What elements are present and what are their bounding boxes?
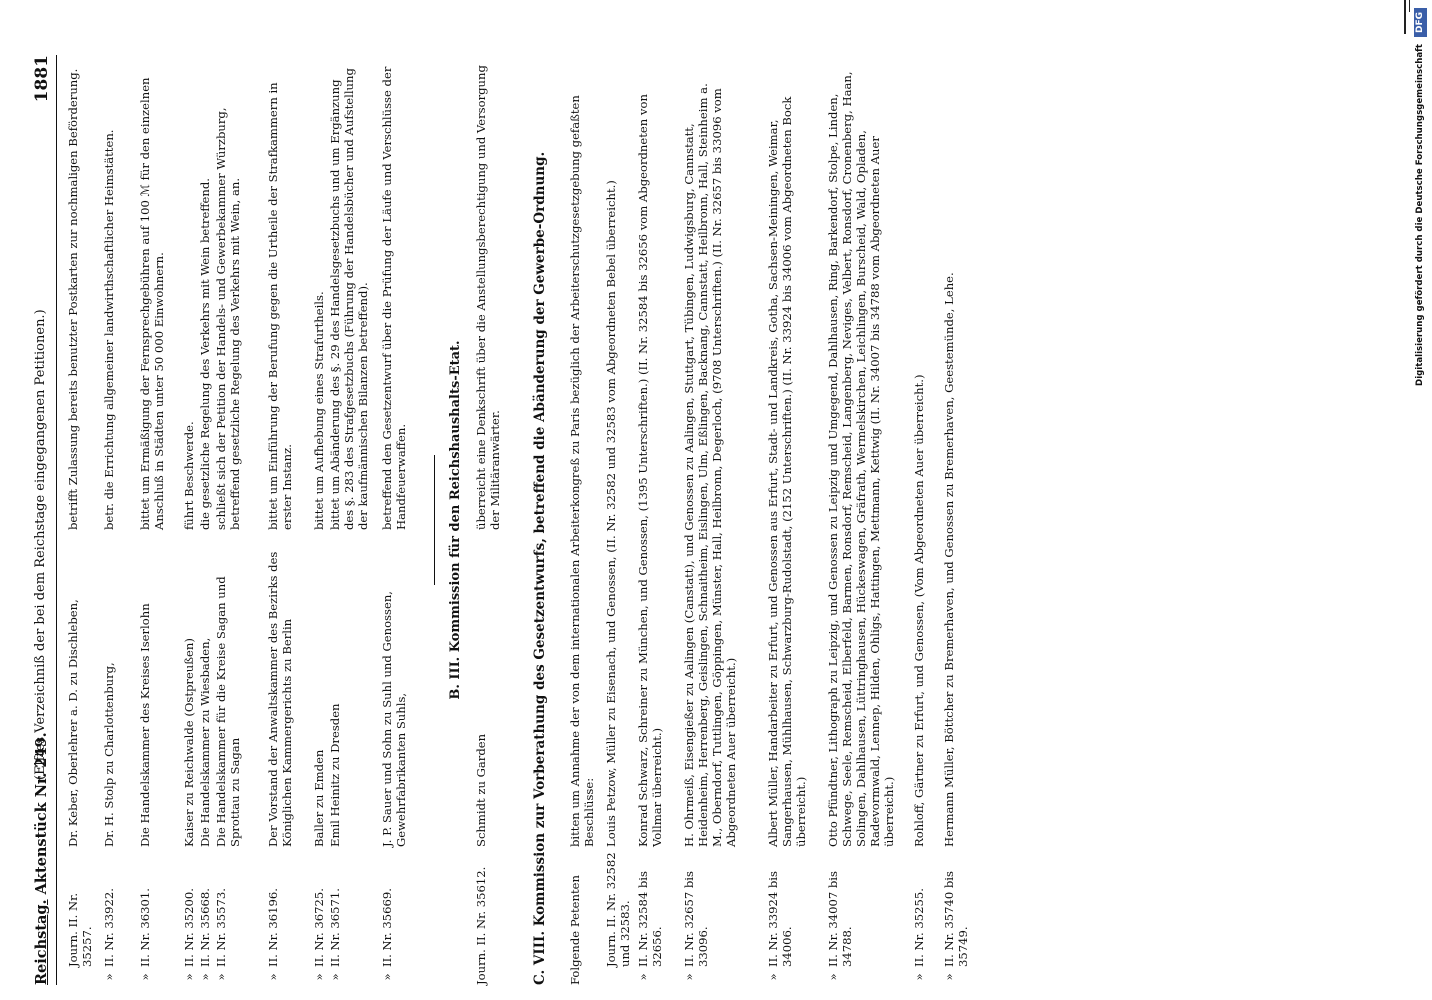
intro-request: bitten um Annahme der von dem internationalen Arbeiterkongreß zu Paris bezüglich der Arbeiterschutzgesetzgebung gefaßten Beschlüsse: xyxy=(568,95,596,847)
journal-number: II. Nr. 35668. xyxy=(198,888,212,967)
journal-number: II. Nr. 36571. xyxy=(328,888,342,967)
scan-edge-mark xyxy=(1409,0,1410,12)
running-head-middle: (Elftes Verzeichniß der bei dem Reichstage eingegangenen Petitionen.) xyxy=(33,309,48,780)
petitioner: Baller zu Emden xyxy=(312,749,326,847)
digitization-note: Digitalisierung gefördert durch die Deutsche Forschungsgemeinschaft xyxy=(1415,44,1425,386)
petition-subject: bittet um Aufhebung eines Strafurtheils. xyxy=(312,291,326,530)
petition-subject: betreffend den Gesetzentwurf über die Prüfung der Läufe und Verschlüsse der Handfeuerwaffen. xyxy=(380,66,408,530)
journal-number: II. Nr. 35255. xyxy=(912,888,926,967)
petition-subject: betrifft Zulassung bereits benutzter Postkarten zur nochmaligen Beförderung. xyxy=(66,68,80,530)
journal-number: II. Nr. 35669. xyxy=(380,888,394,967)
ditto-mark: » xyxy=(826,973,840,981)
petition-text: Albert Müller, Handarbeiter zu Erfurt, und Genossen aus Erfurt, Stadt- und Landkreis, Gotha, Sachsen-Meiningen, Weimar, Sangerhausen, Mühlhausen, Schwarzburg-Rudolstadt, (2152 Unterschriften.) (II. Nr. 33924 bis 34006 vom Abgeordneten Bock überreicht.) xyxy=(766,96,808,847)
section-divider xyxy=(434,455,435,585)
journal-number: II. Nr. 36196. xyxy=(266,888,280,967)
running-head-year: 1881 xyxy=(32,55,52,103)
section-c-heading: C. VIII. Kommission zur Vorberathung des Gesetzentwurfs, betreffend die Abänderung der Gewerbe-Ordnung. xyxy=(532,151,548,985)
journal-number: II. Nr. 35740 bis 35749. xyxy=(942,871,970,967)
petitioner: Die Handelskammer zu Wiesbaden, xyxy=(198,637,212,847)
journal-number: Journ. II. Nr. 32582 und 32583. xyxy=(604,852,632,967)
petition-subject: bittet um Einführung der Berufung gegen die Urtheile der Strafkammern in erster Instanz. xyxy=(266,82,294,530)
petitioner: J. P. Sauer und Sohn zu Suhl und Genossen, Gewehrfabrikanten Suhls, xyxy=(380,591,408,847)
petition-subject: führt Beschwerde. xyxy=(182,421,196,530)
digitization-footer xyxy=(1411,8,1429,992)
intro-petenten: Folgende Petenten xyxy=(568,875,582,985)
petition-subject: bittet um Abänderung des §. 29 des Handelsgesetzbuchs und um Ergänzung des §. 283 des Strafgesetzbuchs (Führung der Handelsbücher und Aufstellung der kaufmännischen Bilanzen betreffend). xyxy=(328,68,370,530)
petitioner: Die Handelskammer für die Kreise Sagan und Sprottau zu Sagan xyxy=(214,576,242,847)
ditto-mark: » xyxy=(766,973,780,981)
journal-number: II. Nr. 34007 bis 34788. xyxy=(826,871,854,967)
petition-text: Konrad Schwarz, Schreiner zu München, und Genossen, (1395 Unterschriften.) (II. Nr. 32584 bis 32656 vom Abgeordneten von Vollmar überreicht.) xyxy=(636,94,664,847)
petitioner: Die Handelskammer des Kreises Iserlohn xyxy=(138,603,152,847)
scan-edge-mark xyxy=(1404,0,1406,34)
petitioner: Dr. Keber, Oberlehrer a. D. zu Dischleben, xyxy=(66,599,80,847)
petition-subject: betr. die Errichtung allgemeiner landwirthschaftlicher Heimstätten. xyxy=(102,129,116,530)
petition-text: Otto Pfündtner, Lithograph zu Leipzig, und Genossen zu Leipzig und Umgegend, Dahlhausen, Ring, Barkendorf, Stolpe, Linden, Schwege, Seele, Remscheid, Elberfeld, Barmen, Ronsdorf, Remscheid, Langenberg, Neviges, Velbert, Ronsdorf, Cronenberg, Haan, Solingen, Dahlhausen, Lüttringhausen, Hückeswagen, Gräfrath, Wermelskirchen, Leichlingen, Burscheid, Wald, Opladen, Radevormwald, Lennep, Hilden, Ohligs, Hattingen, Mettmann, Kettwig (II. Nr. 34007 bis 34788 vom Abgeordneten Auer überreicht.) xyxy=(826,71,896,847)
ditto-mark: » xyxy=(198,973,212,981)
ditto-mark: » xyxy=(328,973,342,981)
digitization-text-row xyxy=(1411,8,1429,992)
ditto-mark: » xyxy=(266,973,280,981)
journal-number: II. Nr. 36301. xyxy=(138,888,152,967)
petition-text: Hermann Müller, Böttcher zu Bremerhaven, und Genossen zu Bremerhaven, Geestemünde, Lehe. xyxy=(942,272,956,847)
ditto-mark: » xyxy=(214,973,228,981)
petition-text: Rohloff, Gärtner zu Erfurt, und Genossen, (Vom Abgeordneten Auer überreicht.) xyxy=(912,374,926,847)
petition-subject: schließt sich der Petition der Handels- und Gewerbekammer Würzburg, betreffend gesetzliche Regelung des Verkehrs mit Wein, an. xyxy=(214,107,242,530)
running-head-aktenstueck: Aktenstück Nr. 249. xyxy=(33,732,50,895)
petition-text: H. Ohrmeiß, Eisengießer zu Aalingen (Canstatt), und Genossen zu Aalingen, Stuttgart, Tübingen, Ludwigsburg, Cannstatt, Heidenheim, Herrenberg, Geislingen, Schnaitheim, Eislingen, Ulm, Eßlingen, Backnang, Cannstatt, Heilbronn, Hall, Steinheim a. M., Oberndorf, Tuttlingen, Göppingen, Münster, Hall, Heilbronn, Degerloch, (9708 Unterschriften.) (II. Nr. 32657 bis 33096 vom Abgeordneten Auer überreicht.) xyxy=(682,83,738,847)
petition-text: Louis Petzow, Müller zu Eisenach, und Genossen, (II. Nr. 32582 und 32583 vom Abgeordneten Bebel überreicht.) xyxy=(604,180,618,847)
scanned-page xyxy=(30,55,1402,985)
petition-subject: überreicht eine Denkschrift über die Anstellungsberechtigung und Versorgung der Militäranwärter. xyxy=(474,65,502,530)
petitioner: Dr. H. Stolp zu Charlottenburg, xyxy=(102,662,116,847)
petitioner: Schmidt zu Garden xyxy=(474,733,488,847)
journal-number: II. Nr. 33924 bis 34006. xyxy=(766,871,794,967)
ditto-mark: » xyxy=(636,973,650,981)
ditto-mark: » xyxy=(380,973,394,981)
ditto-mark: » xyxy=(912,973,926,981)
petitioner: Der Vorstand der Anwaltskammer des Bezirks des Königlichen Kammergerichts zu Berlin xyxy=(266,551,294,847)
journal-number: Journ. II. Nr. 35257. xyxy=(66,892,94,967)
journal-number: II. Nr. 35200. xyxy=(182,888,196,967)
running-head-reichstag: Reichstag. xyxy=(33,899,50,985)
petition-subject: die gesetzliche Regelung des Verkehrs mit Wein betreffend. xyxy=(198,178,212,530)
ditto-mark: » xyxy=(138,973,152,981)
running-head xyxy=(30,55,57,985)
ditto-mark: » xyxy=(182,973,196,981)
ditto-mark: » xyxy=(312,973,326,981)
journal-number: II. Nr. 36725. xyxy=(312,888,326,967)
journal-number: II. Nr. 32584 bis 32656. xyxy=(636,871,664,967)
petitioner: Emil Heinitz zu Dresden xyxy=(328,703,342,847)
petitioner: Kaiser zu Reichwalde (Ostpreußen) xyxy=(182,638,196,847)
ditto-mark: » xyxy=(682,973,696,981)
section-b-heading: B. III. Kommission für den Reichshaushalts-Etat. xyxy=(448,340,463,700)
journal-number: Journ. II. Nr. 35612. xyxy=(474,866,488,985)
dfg-logo: DFG xyxy=(1414,8,1427,37)
journal-number: II. Nr. 32657 bis 33096. xyxy=(682,871,710,967)
journal-number: II. Nr. 35573. xyxy=(214,888,228,967)
ditto-mark: » xyxy=(102,973,116,981)
journal-number: II. Nr. 33922. xyxy=(102,888,116,967)
ditto-mark: » xyxy=(942,973,956,981)
petition-subject: bittet um Ermäßigung der Fernsprechgebühren auf 100 ℳ für den einzelnen Anschluß in Städten unter 50 000 Einwohnern. xyxy=(138,77,166,530)
